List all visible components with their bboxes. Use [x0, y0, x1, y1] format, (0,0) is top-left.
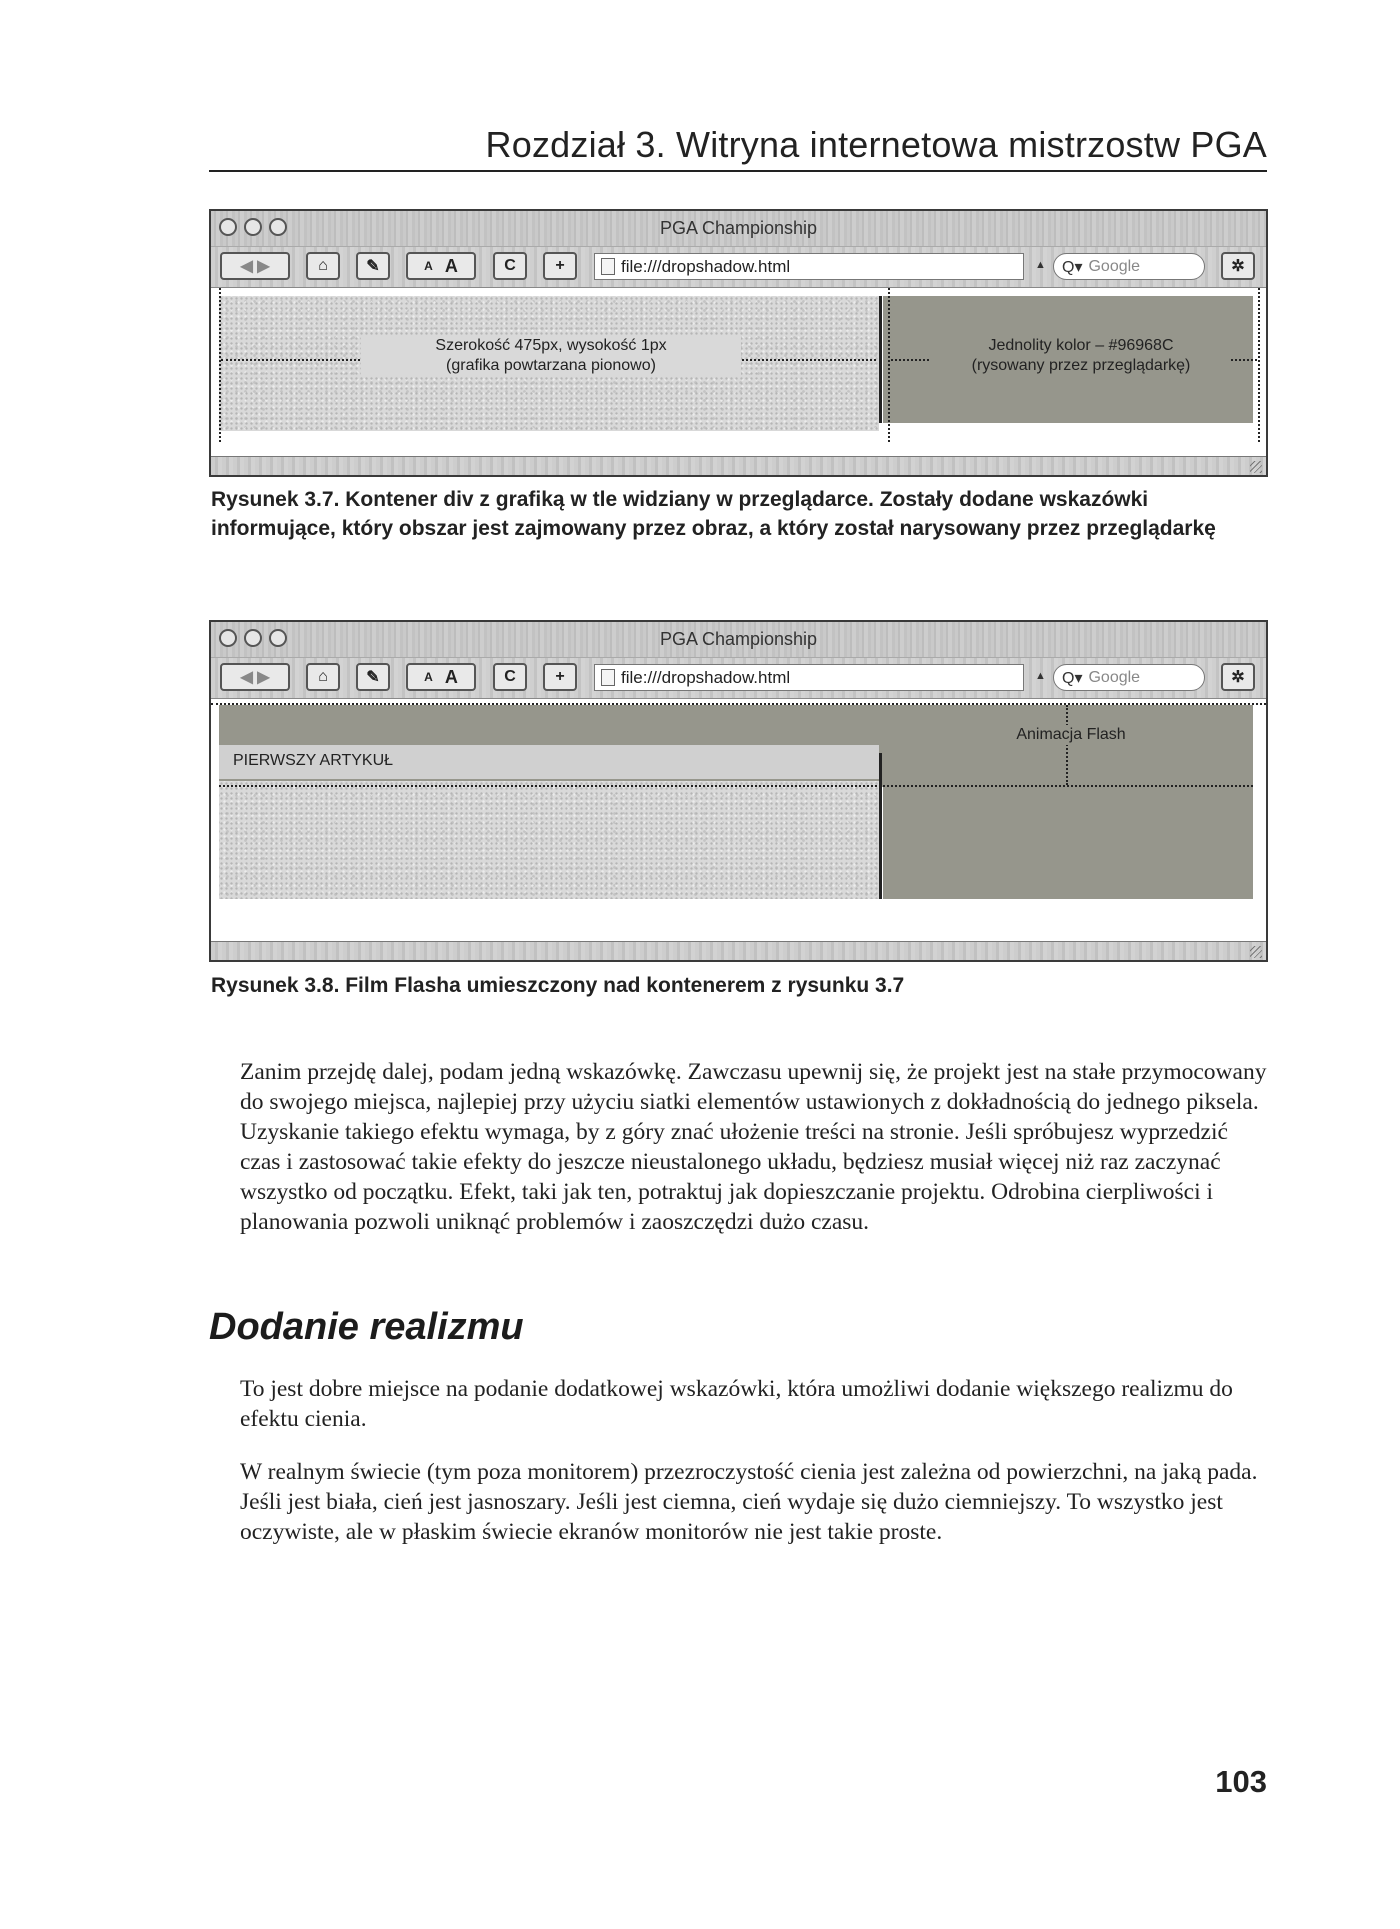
- search-placeholder: Google: [1088, 668, 1141, 686]
- page-icon: [601, 669, 615, 686]
- history-arrow-icon[interactable]: ▲: [1035, 259, 1046, 271]
- gear-icon: ✲: [1231, 669, 1245, 686]
- guide-right: [1258, 288, 1260, 442]
- browser-screenshot-fig-3-8: [209, 620, 1268, 962]
- resize-grip-icon[interactable]: [1250, 461, 1262, 473]
- section-title: Dodanie realizmu: [209, 1306, 524, 1348]
- add-bookmark-button[interactable]: [543, 663, 577, 691]
- home-button[interactable]: [306, 663, 340, 691]
- reload-button[interactable]: [493, 663, 527, 691]
- settings-button[interactable]: [1221, 663, 1255, 691]
- font-larger-label[interactable]: A: [444, 666, 458, 687]
- right-annotation-line2: (rysowany przez przeglądarkę): [971, 357, 1191, 374]
- figure-3-7-caption: Rysunek 3.7. Kontener div z grafiką w tle widziany w przeglądarce. Zostały dodane wskazówki informujące, który obszar jest zajmowany przez obraz, a który został narysowany przez przeglądarkę: [211, 488, 1216, 540]
- guide-left: [219, 288, 221, 442]
- font-larger-label[interactable]: A: [444, 255, 458, 276]
- font-smaller-label[interactable]: A: [424, 670, 433, 684]
- search-icon: Q▾: [1062, 669, 1083, 687]
- reload-icon: C: [504, 257, 516, 274]
- font-size-buttons[interactable]: [406, 252, 476, 280]
- home-icon: ⌂: [318, 257, 328, 274]
- gear-icon: ✲: [1231, 258, 1245, 275]
- tiled-background-image: [219, 781, 879, 899]
- address-text: file:///dropshadow.html: [621, 256, 791, 276]
- browser-toolbar: [211, 247, 1266, 288]
- window-title: PGA Championship: [659, 629, 818, 649]
- search-icon: Q▾: [1062, 258, 1083, 276]
- home-icon: ⌂: [318, 668, 328, 685]
- flash-height-arrow: [1066, 705, 1068, 785]
- search-field[interactable]: [1053, 253, 1205, 280]
- image-edge-line: [879, 296, 882, 423]
- guide-middle: [888, 288, 890, 442]
- back-forward-button[interactable]: [220, 663, 290, 691]
- browser-screenshot-fig-3-7: [209, 209, 1268, 477]
- resize-grip-icon[interactable]: [1250, 946, 1262, 958]
- page-viewport: [211, 288, 1266, 442]
- font-smaller-label[interactable]: A: [424, 259, 433, 273]
- edit-button[interactable]: [356, 663, 390, 691]
- search-field[interactable]: [1053, 664, 1205, 691]
- pencil-icon: ✎: [366, 669, 380, 686]
- flash-bottom-guide: [219, 785, 1253, 787]
- font-size-buttons[interactable]: [406, 663, 476, 691]
- solid-color-area: [883, 781, 1253, 899]
- plus-icon: +: [555, 257, 565, 274]
- plus-icon: +: [555, 668, 565, 685]
- page-viewport: [211, 699, 1266, 927]
- flash-label: Animacja Flash: [991, 725, 1151, 745]
- right-annotation: [931, 336, 1231, 376]
- back-arrow-icon: ◀: [240, 669, 253, 686]
- article-label: PIERWSZY ARTYKUŁ: [233, 752, 394, 769]
- address-text: file:///dropshadow.html: [621, 667, 791, 687]
- window-title: PGA Championship: [659, 218, 818, 238]
- page-header: [209, 124, 1267, 172]
- history-arrow-icon[interactable]: ▲: [1035, 670, 1046, 682]
- page-icon: [601, 258, 615, 275]
- left-annotation: [361, 336, 741, 376]
- pencil-icon: ✎: [366, 258, 380, 275]
- forward-arrow-icon: ▶: [257, 258, 270, 275]
- window-titlebar: [211, 211, 1266, 247]
- left-annotation-line2: (grafika powtarzana pionowo): [446, 357, 656, 374]
- address-bar[interactable]: [594, 253, 1024, 280]
- figure-3-8-caption: Rysunek 3.8. Film Flasha umieszczony nad kontenerem z rysunku 3.7: [211, 974, 905, 997]
- status-bar: [211, 456, 1266, 475]
- back-arrow-icon: ◀: [240, 258, 253, 275]
- right-annotation-line1: Jednolity kolor – #96968C: [988, 337, 1174, 354]
- address-bar[interactable]: [594, 664, 1024, 691]
- forward-arrow-icon: ▶: [257, 669, 270, 686]
- paragraph-3: W realnym świecie (tym poza monitorem) przezroczystość cienia jest zależna od powierzchni, na jaką pada. Jeśli jest biała, cień jest jasnoszary. Jeśli jest ciemna, cień wydaje się dużo ciemniejszy. To wszystko jest oczywiste, ale w płaskim świecie ekranów monitorów nie jest takie proste.: [240, 1459, 1258, 1545]
- flash-top-guide: [211, 703, 1266, 705]
- browser-toolbar: [211, 658, 1266, 699]
- reload-icon: C: [504, 668, 516, 685]
- status-bar: [211, 941, 1266, 960]
- paragraph-2: To jest dobre miejsce na podanie dodatkowej wskazówki, która umożliwi dodanie większego realizmu do efektu cienia.: [240, 1376, 1233, 1432]
- paragraph-1: Zanim przejdę dalej, podam jedną wskazówkę. Zawczasu upewnij się, że projekt jest na stałe przymocowany do swojego miejsca, najlepiej przy użyciu siatki elementów ustawionych z dokładnością do jednego piksela. Uzyskanie takiego efektu wymaga, by z góry znać ułożenie treści na stronie. Jeśli spróbujesz wyprzedzić czas i zastosować takie efekty do jeszcze nieustalonego układu, będziesz musiał więcej niż raz zaczynać wszystko od początku. Efekt, taki jak ten, potraktuj jak dopieszczanie projektu. Odrobina cierpliwości i planowania pozwoli uniknąć problemów i zaoszczędzi dużo czasu.: [240, 1059, 1267, 1235]
- add-bookmark-button[interactable]: [543, 252, 577, 280]
- page-number: 103: [1215, 1764, 1267, 1799]
- home-button[interactable]: [306, 252, 340, 280]
- settings-button[interactable]: [1221, 252, 1255, 280]
- reload-button[interactable]: [493, 252, 527, 280]
- image-edge-line: [879, 753, 882, 899]
- chapter-title: Rozdział 3. Witryna internetowa mistrzostw PGA: [485, 124, 1267, 165]
- edit-button[interactable]: [356, 252, 390, 280]
- search-placeholder: Google: [1088, 257, 1141, 275]
- left-annotation-line1: Szerokość 475px, wysokość 1px: [435, 337, 667, 354]
- back-forward-button[interactable]: [220, 252, 290, 280]
- window-titlebar: [211, 622, 1266, 658]
